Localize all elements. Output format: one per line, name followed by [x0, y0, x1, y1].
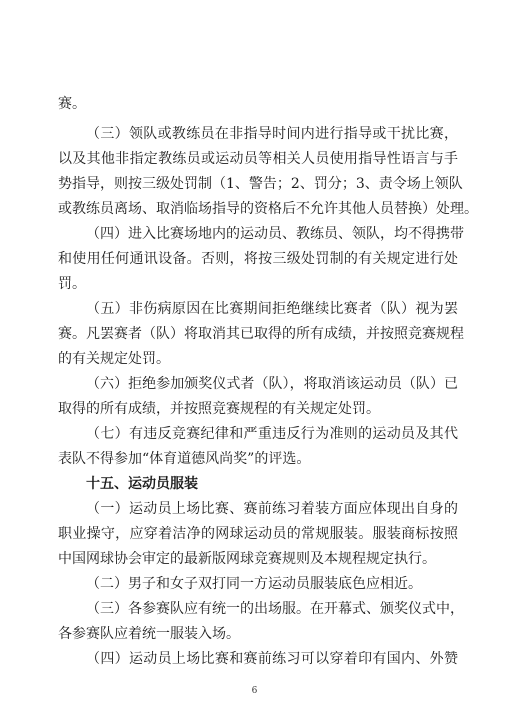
text-line: 赛。	[58, 96, 86, 112]
text-line: 职业操守，应穿着洁净的网球运动员的常规服装。服装商标按照	[58, 526, 458, 542]
paragraph-3-start: （三）领队或教练员在非指导时间内进行指导或干扰比赛，	[86, 126, 458, 142]
text-line: 表队不得参加“体育道德风尚奖”的评选。	[58, 451, 311, 467]
paragraph-3b-start: （三）各参赛队应有统一的出场服。在开幕式、颁奖仪式中，	[86, 601, 464, 617]
text-line: 和使用任何通讯设备。否则，将按三级处罚制的有关规定进行处	[58, 251, 458, 267]
text-line: 以及其他非指定教练员或运动员等相关人员使用指导性语言与手	[58, 151, 458, 167]
text-line: 势指导，则按三级处罚制（1、警告；2、罚分；3、责令场上领队	[58, 176, 463, 192]
paragraph-4-start: （四）进入比赛场地内的运动员、教练员、领队，均不得携带	[86, 226, 464, 242]
text-line: 的有关规定处罚。	[58, 351, 170, 367]
paragraph-5-start: （五）非伤病原因在比赛期间拒绝继续比赛者（队）视为罢	[86, 301, 458, 317]
paragraph-2: （二）男子和女子双打同一方运动员服装底色应相近。	[86, 576, 422, 592]
paragraph-7-start: （七）有违反竞赛纪律和严重违反行为准则的运动员及其代	[86, 426, 458, 442]
text-line: 各参赛队应着统一服装入场。	[58, 626, 240, 642]
page-number: 6	[251, 686, 258, 696]
paragraph-1-start: （一）运动员上场比赛、赛前练习着装方面应体现出自身的	[86, 501, 458, 517]
text-line: 罚。	[58, 276, 86, 292]
text-line: 赛。凡罢赛者（队）将取消其已取得的所有成绩，并按照竞赛规程	[58, 326, 464, 342]
paragraph-4b-start: （四）运动员上场比赛和赛前练习可以穿着印有国内、外赞	[86, 651, 458, 667]
text-line: 中国网球协会审定的最新版网球竞赛规则及本规程规定执行。	[58, 551, 436, 567]
paragraph-6-start: （六）拒绝参加颁奖仪式者（队），将取消该运动员（队）已	[86, 376, 458, 392]
text-line: 取得的所有成绩，并按照竞赛规程的有关规定处罚。	[58, 401, 380, 417]
section-heading: 十五、运动员服装	[86, 476, 198, 492]
text-line: 或教练员离场、取消临场指导的资格后不允许其他人员替换）处理。	[58, 201, 478, 217]
